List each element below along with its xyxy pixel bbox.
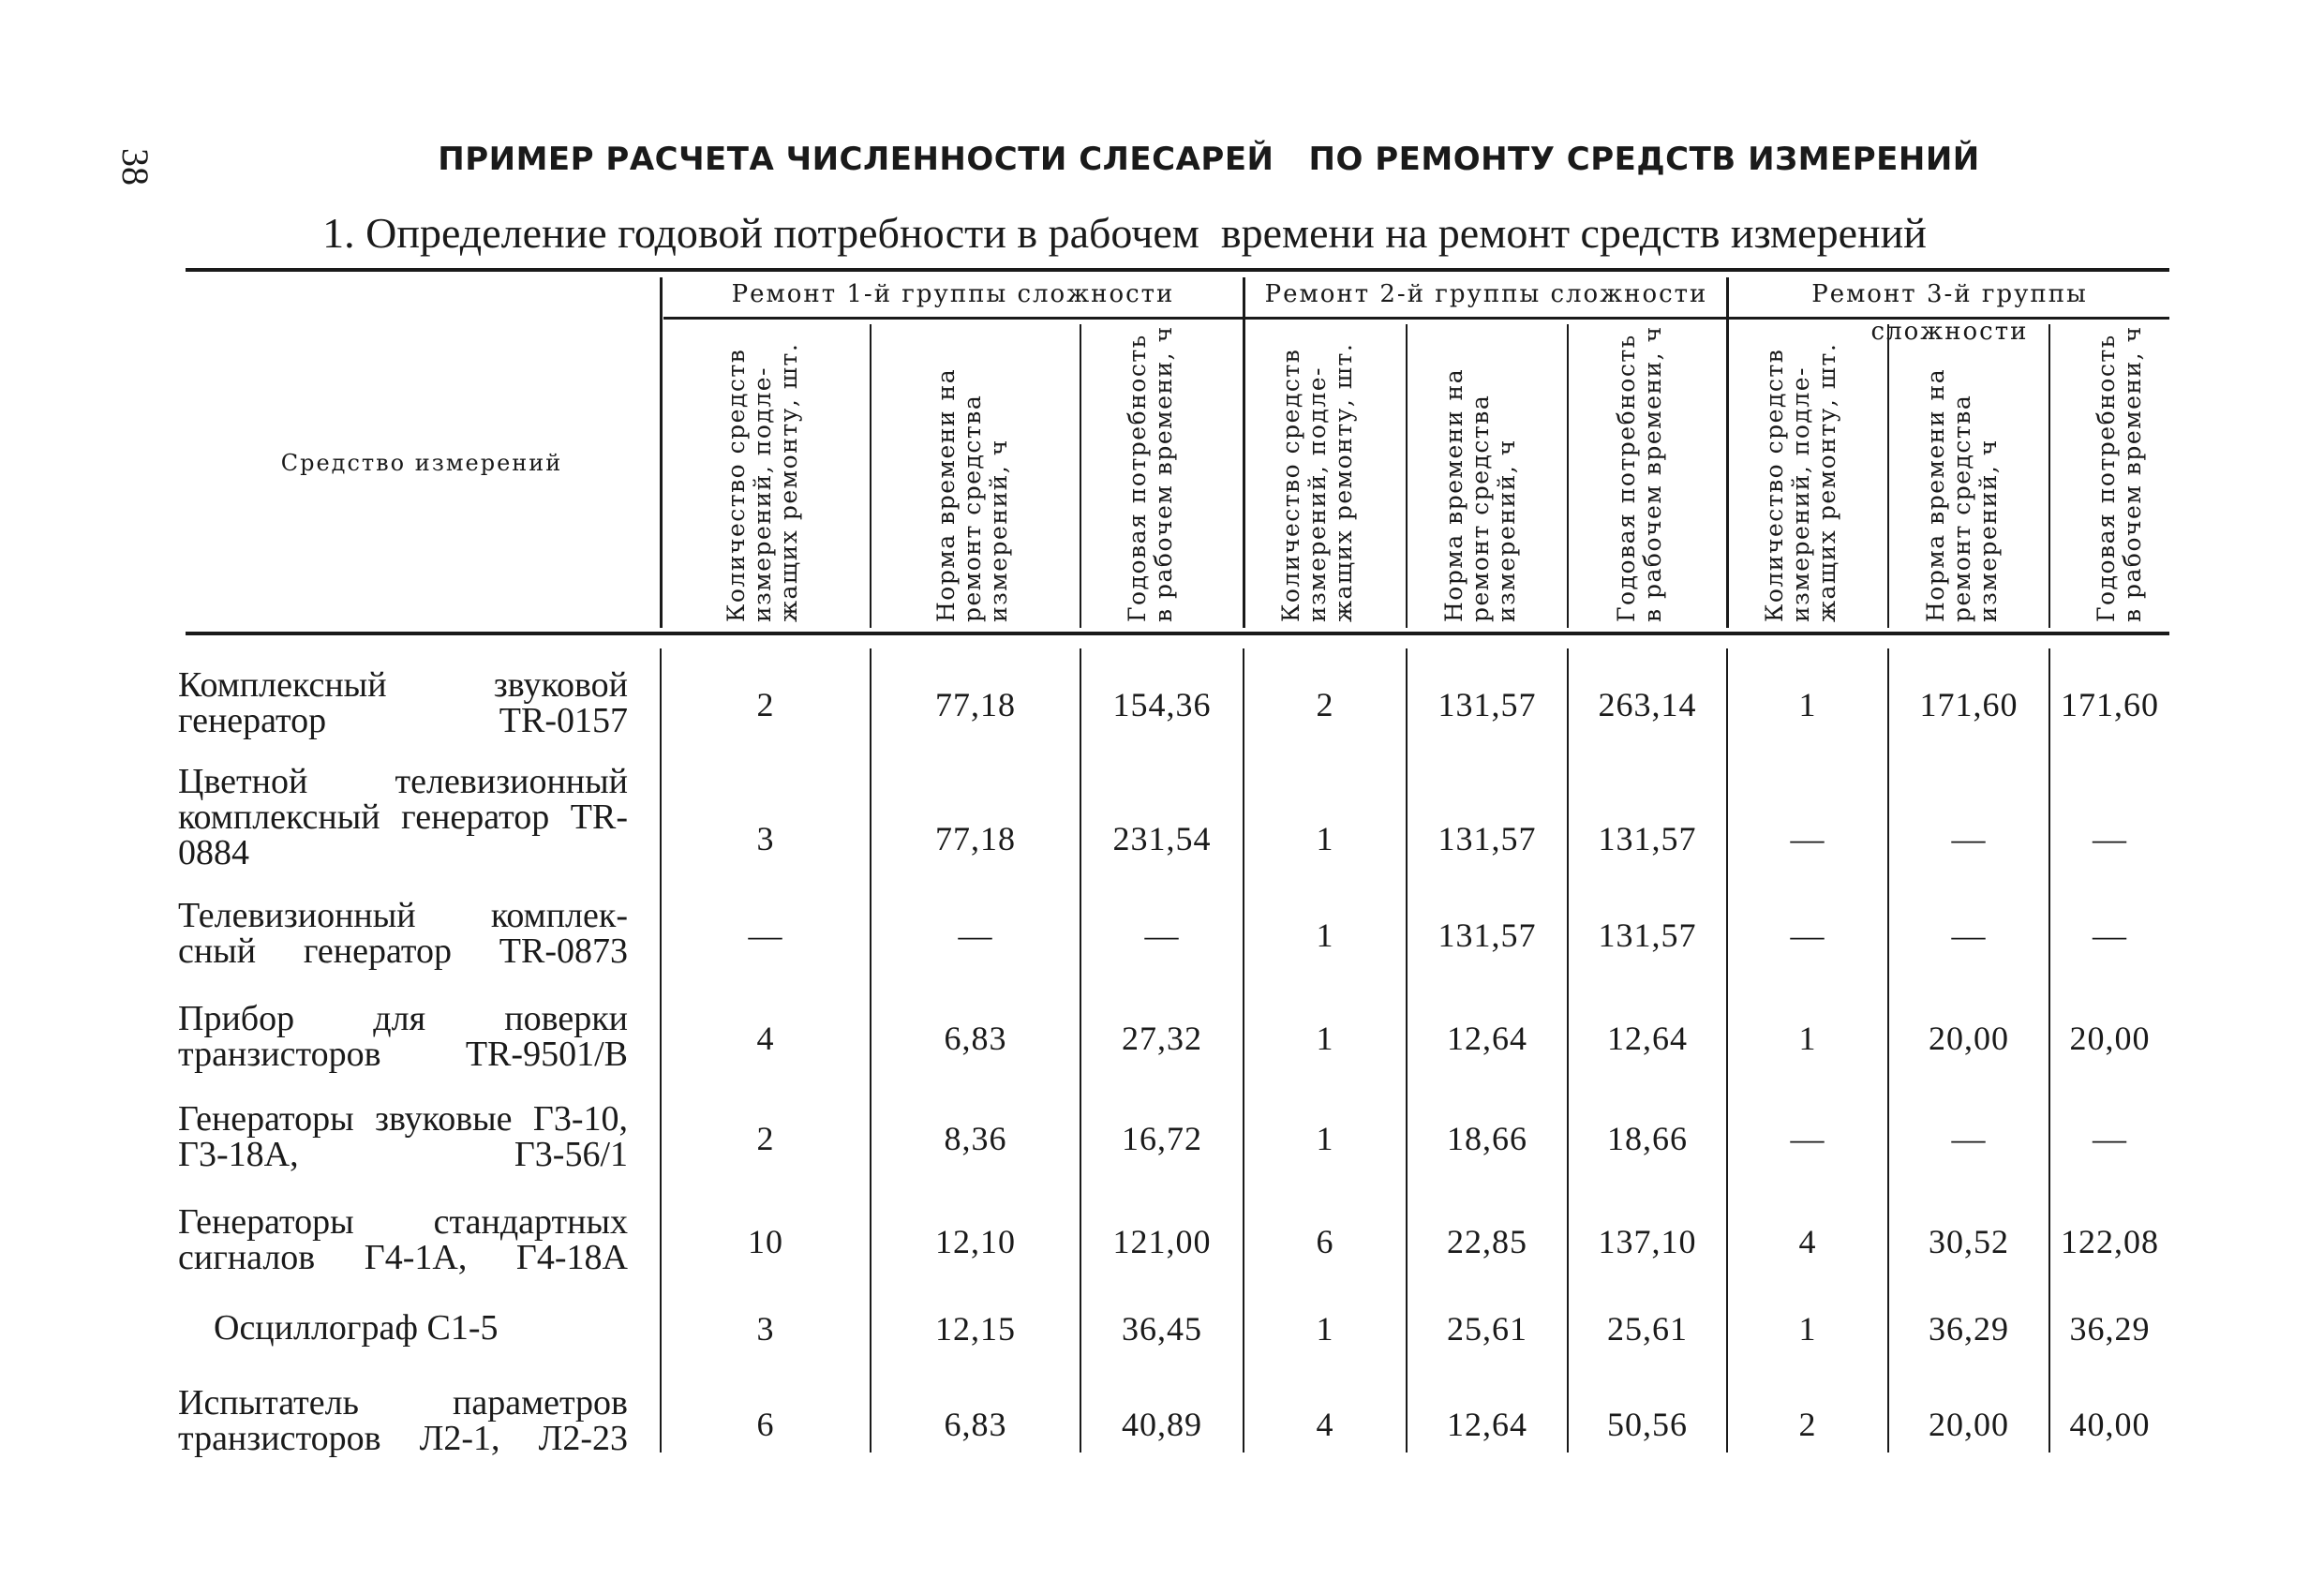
- column-header-norm: Норма времени на ремонт средства измерений, ч: [1922, 367, 2002, 622]
- table-row-name: Комплексный звуковой генератор TR-0157: [178, 665, 628, 740]
- table-row-name: Генераторы стандартных сигналов Г4-1А, Г4-18А: [178, 1202, 628, 1277]
- table-cell-norm: 12,15: [935, 1310, 1016, 1348]
- column-header-quantity: Количество средств измерений, подле-жащих ремонту, шт.: [723, 342, 802, 622]
- table-cell-norm: 131,57: [1438, 686, 1537, 723]
- table-cell-norm: 30,52: [1929, 1223, 2009, 1260]
- table-cell-quantity: 1: [1798, 686, 1817, 723]
- table-cell-annual: 131,57: [1598, 916, 1697, 954]
- table-cell-annual: —: [2093, 1120, 2127, 1157]
- table-cell-norm: 18,66: [1447, 1120, 1527, 1157]
- table-cell-annual: 50,56: [1607, 1406, 1688, 1443]
- table-cell-norm: 6,83: [944, 1406, 1007, 1443]
- table-cell-annual: 36,45: [1122, 1310, 1202, 1348]
- column-header-quantity: Количество средств измерений, подле-жащих ремонту, шт.: [1761, 342, 1840, 622]
- header-divider: [1080, 324, 1081, 628]
- table-cell-quantity: 3: [756, 1310, 775, 1348]
- table-cell-quantity: 6: [756, 1406, 775, 1443]
- table-cell-annual: —: [1144, 916, 1180, 954]
- table-cell-norm: 36,29: [1929, 1310, 2009, 1348]
- group-title-1: Ремонт 1-й группы сложности: [731, 280, 1175, 308]
- table-cell-norm: 22,85: [1447, 1223, 1527, 1260]
- table-cell-annual: 121,00: [1112, 1223, 1212, 1260]
- column-header-norm: Норма времени на ремонт средства измерений, ч: [932, 367, 1012, 622]
- table-cell-annual: 263,14: [1598, 686, 1697, 723]
- table-cell-quantity: —: [1790, 820, 1825, 857]
- table-cell-annual: 12,64: [1607, 1020, 1688, 1057]
- table-cell-quantity: 2: [756, 1120, 775, 1157]
- table-cell-annual: 40,89: [1122, 1406, 1202, 1443]
- table-cell-norm: 20,00: [1929, 1406, 2009, 1443]
- group-title-2: Ремонт 2-й группы сложности: [1264, 280, 1708, 308]
- table-cell-annual: 25,61: [1607, 1310, 1688, 1348]
- table-cell-annual: 36,29: [2069, 1310, 2151, 1348]
- header-divider: [1887, 324, 1889, 628]
- table-cell-norm: 25,61: [1447, 1310, 1527, 1348]
- table-cell-quantity: 3: [756, 820, 775, 857]
- table-cell-norm: 77,18: [935, 820, 1016, 857]
- table-cell-quantity: 2: [1316, 686, 1334, 723]
- column-header-norm: Норма времени на ремонт средства измерений, ч: [1440, 367, 1520, 622]
- table-cell-quantity: 10: [748, 1223, 783, 1260]
- header-divider: [870, 324, 872, 628]
- table-cell-quantity: 1: [1316, 916, 1334, 954]
- table-cell-quantity: 4: [1316, 1406, 1334, 1443]
- table-cell-quantity: 2: [1798, 1406, 1817, 1443]
- table-cell-quantity: —: [1790, 1120, 1825, 1157]
- header-divider: [1567, 324, 1569, 628]
- group-title-3: Ремонт 3-й группы сложности: [1811, 280, 2088, 346]
- table-cell-norm: 171,60: [1919, 686, 2019, 723]
- table-cell-norm: 8,36: [944, 1120, 1007, 1157]
- table-cell-annual: 27,32: [1122, 1020, 1202, 1057]
- table-cell-annual: 40,00: [2069, 1406, 2151, 1443]
- table-cell-annual: 20,00: [2069, 1020, 2151, 1057]
- table-cell-norm: —: [1951, 1120, 1987, 1157]
- table-cell-norm: —: [1951, 916, 1987, 954]
- header-bottom-rule: [186, 632, 2169, 635]
- header-divider: [1243, 277, 1245, 628]
- table-cell-annual: 231,54: [1112, 820, 1212, 857]
- column-header-quantity: Количество средств измерений, подле-жащих ремонту, шт.: [1277, 342, 1357, 622]
- column-header-annual: Годовая потребность в рабочем времени, ч: [2093, 325, 2146, 622]
- header-divider: [2048, 324, 2050, 628]
- table-cell-annual: 137,10: [1598, 1223, 1697, 1260]
- table-cell-norm: 131,57: [1438, 916, 1537, 954]
- table-cell-quantity: 1: [1798, 1310, 1817, 1348]
- document-heading: ПРИМЕР РАСЧЕТА ЧИСЛЕННОСТИ СЛЕСАРЕЙ ПО РЕМОНТУ СРЕДСТВ ИЗМЕРЕНИЙ: [438, 141, 1980, 178]
- table-cell-quantity: —: [748, 916, 783, 954]
- table-row-name: Испытатель параметров транзисторов Л2-1, Л2-23: [178, 1383, 628, 1458]
- page-number: 38: [114, 148, 156, 186]
- column-header-annual: Годовая потребность в рабочем времени, ч: [1124, 325, 1177, 622]
- table-row-name: Цветной телевизионный комплексный генератор TR-0884: [178, 762, 628, 872]
- header-divider: [1726, 277, 1729, 628]
- table-row-name: Прибор для поверки транзисторов TR-9501/B: [178, 999, 628, 1074]
- column-header-annual: Годовая потребность в рабочем времени, ч: [1613, 325, 1666, 622]
- table-row-name: Генераторы звуковые Г3-10, Г3-18А, Г3-56/1: [178, 1099, 628, 1174]
- table-cell-annual: 131,57: [1598, 820, 1697, 857]
- table-cell-norm: 12,64: [1447, 1020, 1527, 1057]
- table-cell-quantity: 1: [1798, 1020, 1817, 1057]
- table-cell-norm: 6,83: [944, 1020, 1007, 1057]
- table-cell-annual: 18,66: [1607, 1120, 1688, 1157]
- table-cell-norm: 20,00: [1929, 1020, 2009, 1057]
- table-caption: 1. Определение годовой потребности в рабочем времени на ремонт средств измерений: [322, 209, 1927, 257]
- table-cell-quantity: 1: [1316, 1310, 1334, 1348]
- table-cell-annual: —: [2093, 916, 2127, 954]
- table-cell-quantity: 6: [1316, 1223, 1334, 1260]
- table-cell-quantity: 4: [756, 1020, 775, 1057]
- table-cell-norm: 12,64: [1447, 1406, 1527, 1443]
- table-cell-norm: 77,18: [935, 686, 1016, 723]
- table-cell-norm: 12,10: [935, 1223, 1016, 1260]
- table-top-rule: [186, 268, 2169, 272]
- table-cell-annual: 16,72: [1122, 1120, 1202, 1157]
- table-cell-norm: —: [958, 916, 993, 954]
- table-cell-quantity: 2: [756, 686, 775, 723]
- table-cell-annual: 171,60: [2061, 686, 2159, 723]
- table-cell-quantity: 1: [1316, 1120, 1334, 1157]
- table-row-name: Осциллограф С1-5: [214, 1308, 499, 1348]
- table-cell-annual: 122,08: [2061, 1223, 2159, 1260]
- table-row-name: Телевизионный комплек-сный генератор TR-0873: [178, 896, 628, 971]
- table-cell-annual: 154,36: [1112, 686, 1212, 723]
- table-cell-norm: 131,57: [1438, 820, 1537, 857]
- table-cell-annual: —: [2093, 820, 2127, 857]
- table-cell-quantity: 1: [1316, 1020, 1334, 1057]
- row-header-label: Средство измерений: [280, 450, 563, 476]
- header-divider: [1406, 324, 1408, 628]
- table-cell-quantity: 1: [1316, 820, 1334, 857]
- table-cell-quantity: —: [1790, 916, 1825, 954]
- table-cell-quantity: 4: [1798, 1223, 1817, 1260]
- table-cell-norm: —: [1951, 820, 1987, 857]
